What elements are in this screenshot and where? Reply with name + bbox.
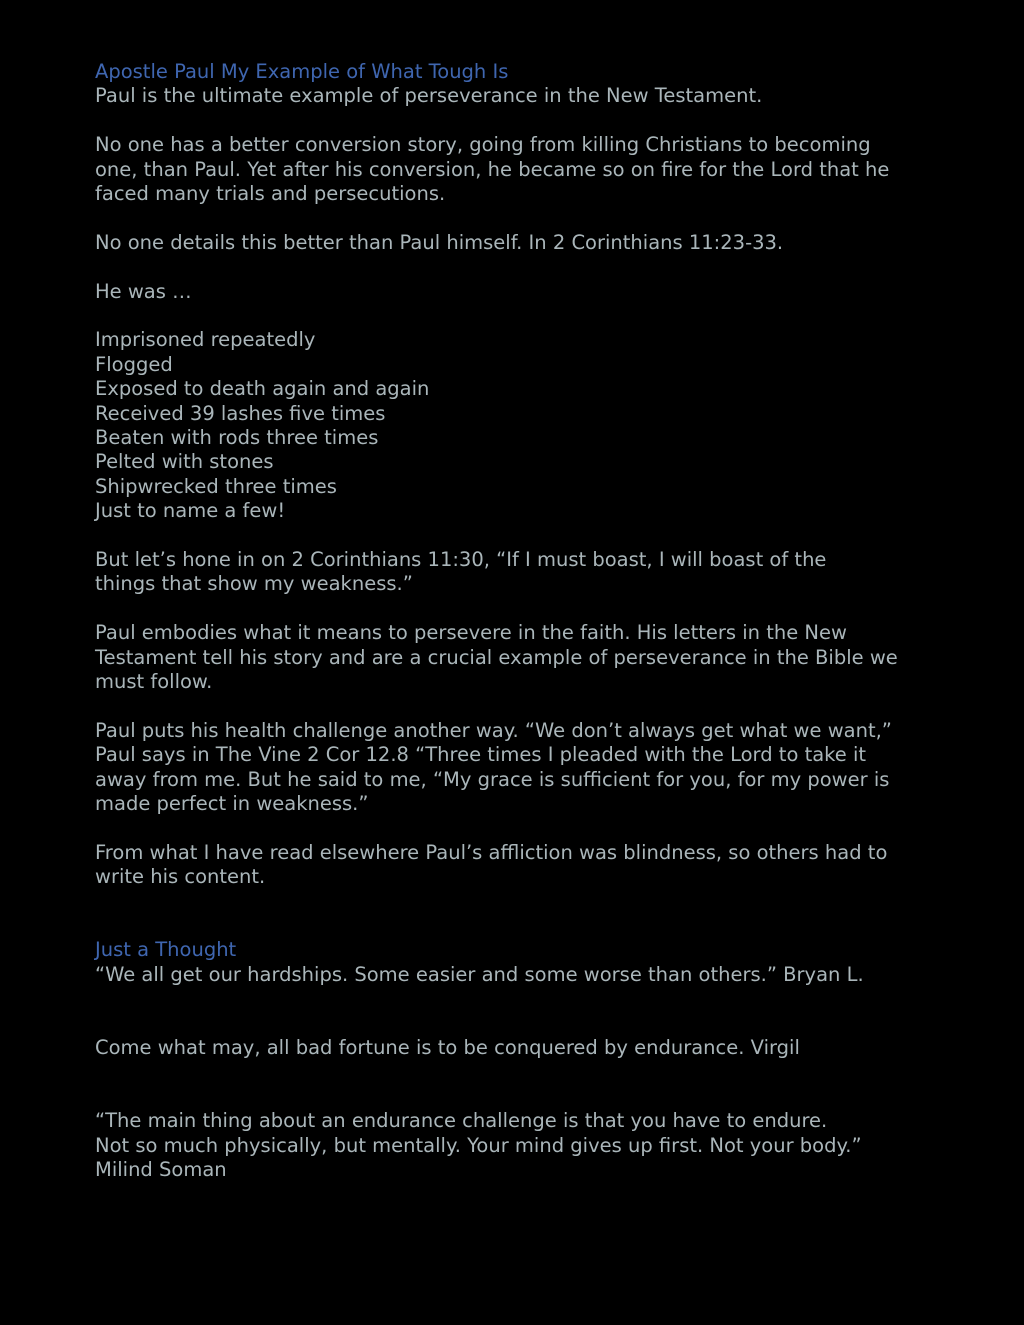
paragraph-affliction — [95, 841, 945, 890]
quote-attribution: Milind Soman — [95, 1158, 227, 1182]
spacer — [95, 524, 945, 548]
spacer — [95, 255, 945, 279]
list-item: Just to name a few! — [95, 499, 286, 523]
paragraph-line: things that show my weakness.” — [95, 572, 413, 596]
spacer — [95, 890, 945, 939]
quote-milind-soman — [95, 1109, 945, 1182]
paragraph-line: away from me. But he said to me, “My grace is sufficient for you, for my power is — [95, 767, 890, 791]
spacer — [95, 816, 945, 840]
list-item: Exposed to death again and again — [95, 377, 430, 401]
spacer — [95, 987, 945, 1036]
spacer — [95, 694, 945, 718]
paragraph-line: write his content. — [95, 865, 266, 889]
paragraph-line: must follow. — [95, 670, 213, 694]
spacer — [95, 304, 945, 328]
quote-line: Not so much physically, but mentally. Your mind gives up first. Not your body.” — [95, 1133, 862, 1157]
trials-list — [95, 328, 945, 523]
spacer — [95, 206, 945, 230]
paragraph-line: one, than Paul. Yet after his conversion, he became so on fire for the Lord that he — [95, 157, 890, 181]
quote-line: “The main thing about an endurance challenge is that you have to endure. — [95, 1109, 828, 1133]
article-title: Apostle Paul My Example of What Tough Is — [95, 60, 509, 83]
thought-title: Just a Thought — [95, 938, 237, 962]
list-item: Pelted with stones — [95, 450, 274, 474]
paragraph-line: Paul puts his health challenge another way. “We don’t always get what we want,” — [95, 718, 892, 742]
quote-virgil: Come what may, all bad fortune is to be conquered by endurance. Virgil — [95, 1036, 800, 1060]
paragraph-line: No one has a better conversion story, going from killing Christians to becoming — [95, 133, 871, 157]
paragraph-conversion — [95, 133, 945, 206]
paragraph-line: faced many trials and persecutions. — [95, 182, 446, 206]
paragraph-line: From what I have read elsewhere Paul’s affliction was blindness, so others had to — [95, 840, 888, 864]
list-item: Beaten with rods three times — [95, 426, 379, 450]
paragraph-corinthians-reference: No one details this better than Paul himself. In 2 Corinthians 11:23-33. — [95, 230, 784, 254]
article-intro: Paul is the ultimate example of perseverance in the New Testament. — [95, 84, 763, 108]
spacer — [95, 109, 945, 133]
paragraph-line: Paul embodies what it means to persevere in the faith. His letters in the New — [95, 621, 847, 645]
document-page — [95, 60, 945, 1183]
list-item: Flogged — [95, 352, 173, 376]
paragraph-line: Testament tell his story and are a crucial example of perseverance in the Bible we — [95, 645, 898, 669]
spacer — [95, 597, 945, 621]
paragraph-health-challenge — [95, 719, 945, 817]
paragraph-line: But let’s hone in on 2 Corinthians 11:30, “If I must boast, I will boast of the — [95, 548, 827, 572]
list-item: Imprisoned repeatedly — [95, 328, 316, 352]
list-item: Shipwrecked three times — [95, 474, 337, 498]
paragraph-line: Paul says in The Vine 2 Cor 12.8 “Three times I pleaded with the Lord to take it — [95, 743, 867, 767]
quote-bryan: “We all get our hardships. Some easier and some worse than others.” Bryan L. — [95, 962, 864, 986]
list-item: Received 39 lashes five times — [95, 401, 386, 425]
paragraph-boast — [95, 548, 945, 597]
paragraph-he-was: He was … — [95, 279, 192, 303]
paragraph-line: made perfect in weakness.” — [95, 792, 369, 816]
paragraph-persevere — [95, 621, 945, 694]
spacer — [95, 1061, 945, 1110]
